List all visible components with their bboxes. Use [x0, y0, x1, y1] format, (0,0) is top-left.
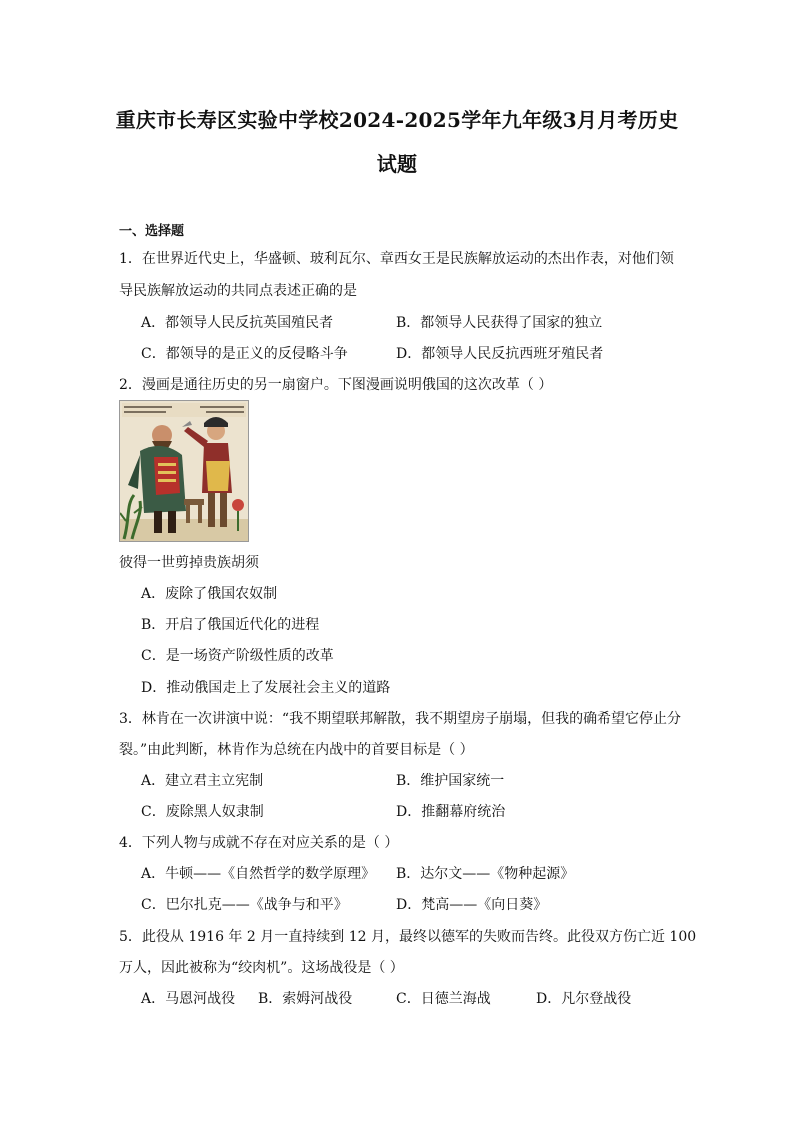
- q2-option-a: A．废除了俄国农奴制: [141, 586, 278, 602]
- q2-option-d: D．推动俄国走上了发展社会主义的道路: [141, 680, 391, 696]
- q1-option-a: A．都领导人民反抗英国殖民者: [141, 315, 334, 331]
- q3-option-c: C．废除黑人奴隶制: [141, 804, 264, 820]
- q5-stem-line2: 万人，因此被称为“绞肉机”。这场战役是（ ）: [119, 960, 404, 976]
- q1-stem-line2: 导民族解放运动的共同点表述正确的是: [119, 283, 357, 299]
- q5-option-b: B．索姆河战役: [258, 991, 353, 1007]
- exam-title-line2: 试题: [376, 152, 418, 176]
- q2-option-c: C．是一场资产阶级性质的改革: [141, 648, 334, 664]
- q4-option-d: D．梵高——《向日葵》: [396, 897, 548, 913]
- q1-option-d: D．都领导人民反抗西班牙殖民者: [396, 346, 604, 362]
- q5-option-d: D．凡尔登战役: [536, 991, 632, 1007]
- q1-stem-line1: 1．在世界近代史上，华盛顿、玻利瓦尔、章西女王是民族解放运动的杰出作表，对他们领: [119, 251, 674, 267]
- q2-stem: 2．漫画是通往历史的另一扇窗户。下图漫画说明俄国的这次改革（ ）: [119, 377, 553, 393]
- q4-option-b: B．达尔文——《物种起源》: [396, 866, 575, 882]
- q1-option-b: B．都领导人民获得了国家的独立: [396, 315, 603, 331]
- q3-option-d: D．推翻幕府统治: [396, 804, 506, 820]
- q3-option-b: B．维护国家统一: [396, 773, 505, 789]
- cartoon-illustration: [120, 401, 248, 541]
- q4-option-c: C．巴尔扎克——《战争与和平》: [141, 897, 348, 913]
- exam-title-line1: 重庆市长寿区实验中学校2024-2025学年九年级3月月考历史: [115, 108, 679, 132]
- q2-image-caption: 彼得一世剪掉贵族胡须: [119, 555, 259, 571]
- q4-option-a: A．牛顿——《自然哲学的数学原理》: [141, 866, 376, 882]
- q5-option-a: A．马恩河战役: [141, 991, 236, 1007]
- section-heading: 一、选择题: [119, 224, 185, 239]
- q3-stem-line1: 3．林肯在一次讲演中说：“我不期望联邦解散，我不期望房子崩塌，但我的确希望它停止分: [119, 711, 682, 727]
- q5-stem-line1: 5．此役从 1916 年 2 月一直持续到 12 月，最终以德军的失败而告终。此役双方伤亡近 100: [119, 929, 697, 945]
- q1-option-c: C．都领导的是正义的反侵略斗争: [141, 346, 348, 362]
- peter-beard-cartoon-image: [119, 400, 249, 542]
- q5-option-c: C．日德兰海战: [396, 991, 491, 1007]
- q4-stem: 4．下列人物与成就不存在对应关系的是（ ）: [119, 835, 399, 851]
- q2-option-b: B．开启了俄国近代化的进程: [141, 617, 320, 633]
- q3-option-a: A．建立君主立宪制: [141, 773, 264, 789]
- q3-stem-line2: 裂。”由此判断，林肯作为总统在内战中的首要目标是（ ）: [119, 742, 474, 758]
